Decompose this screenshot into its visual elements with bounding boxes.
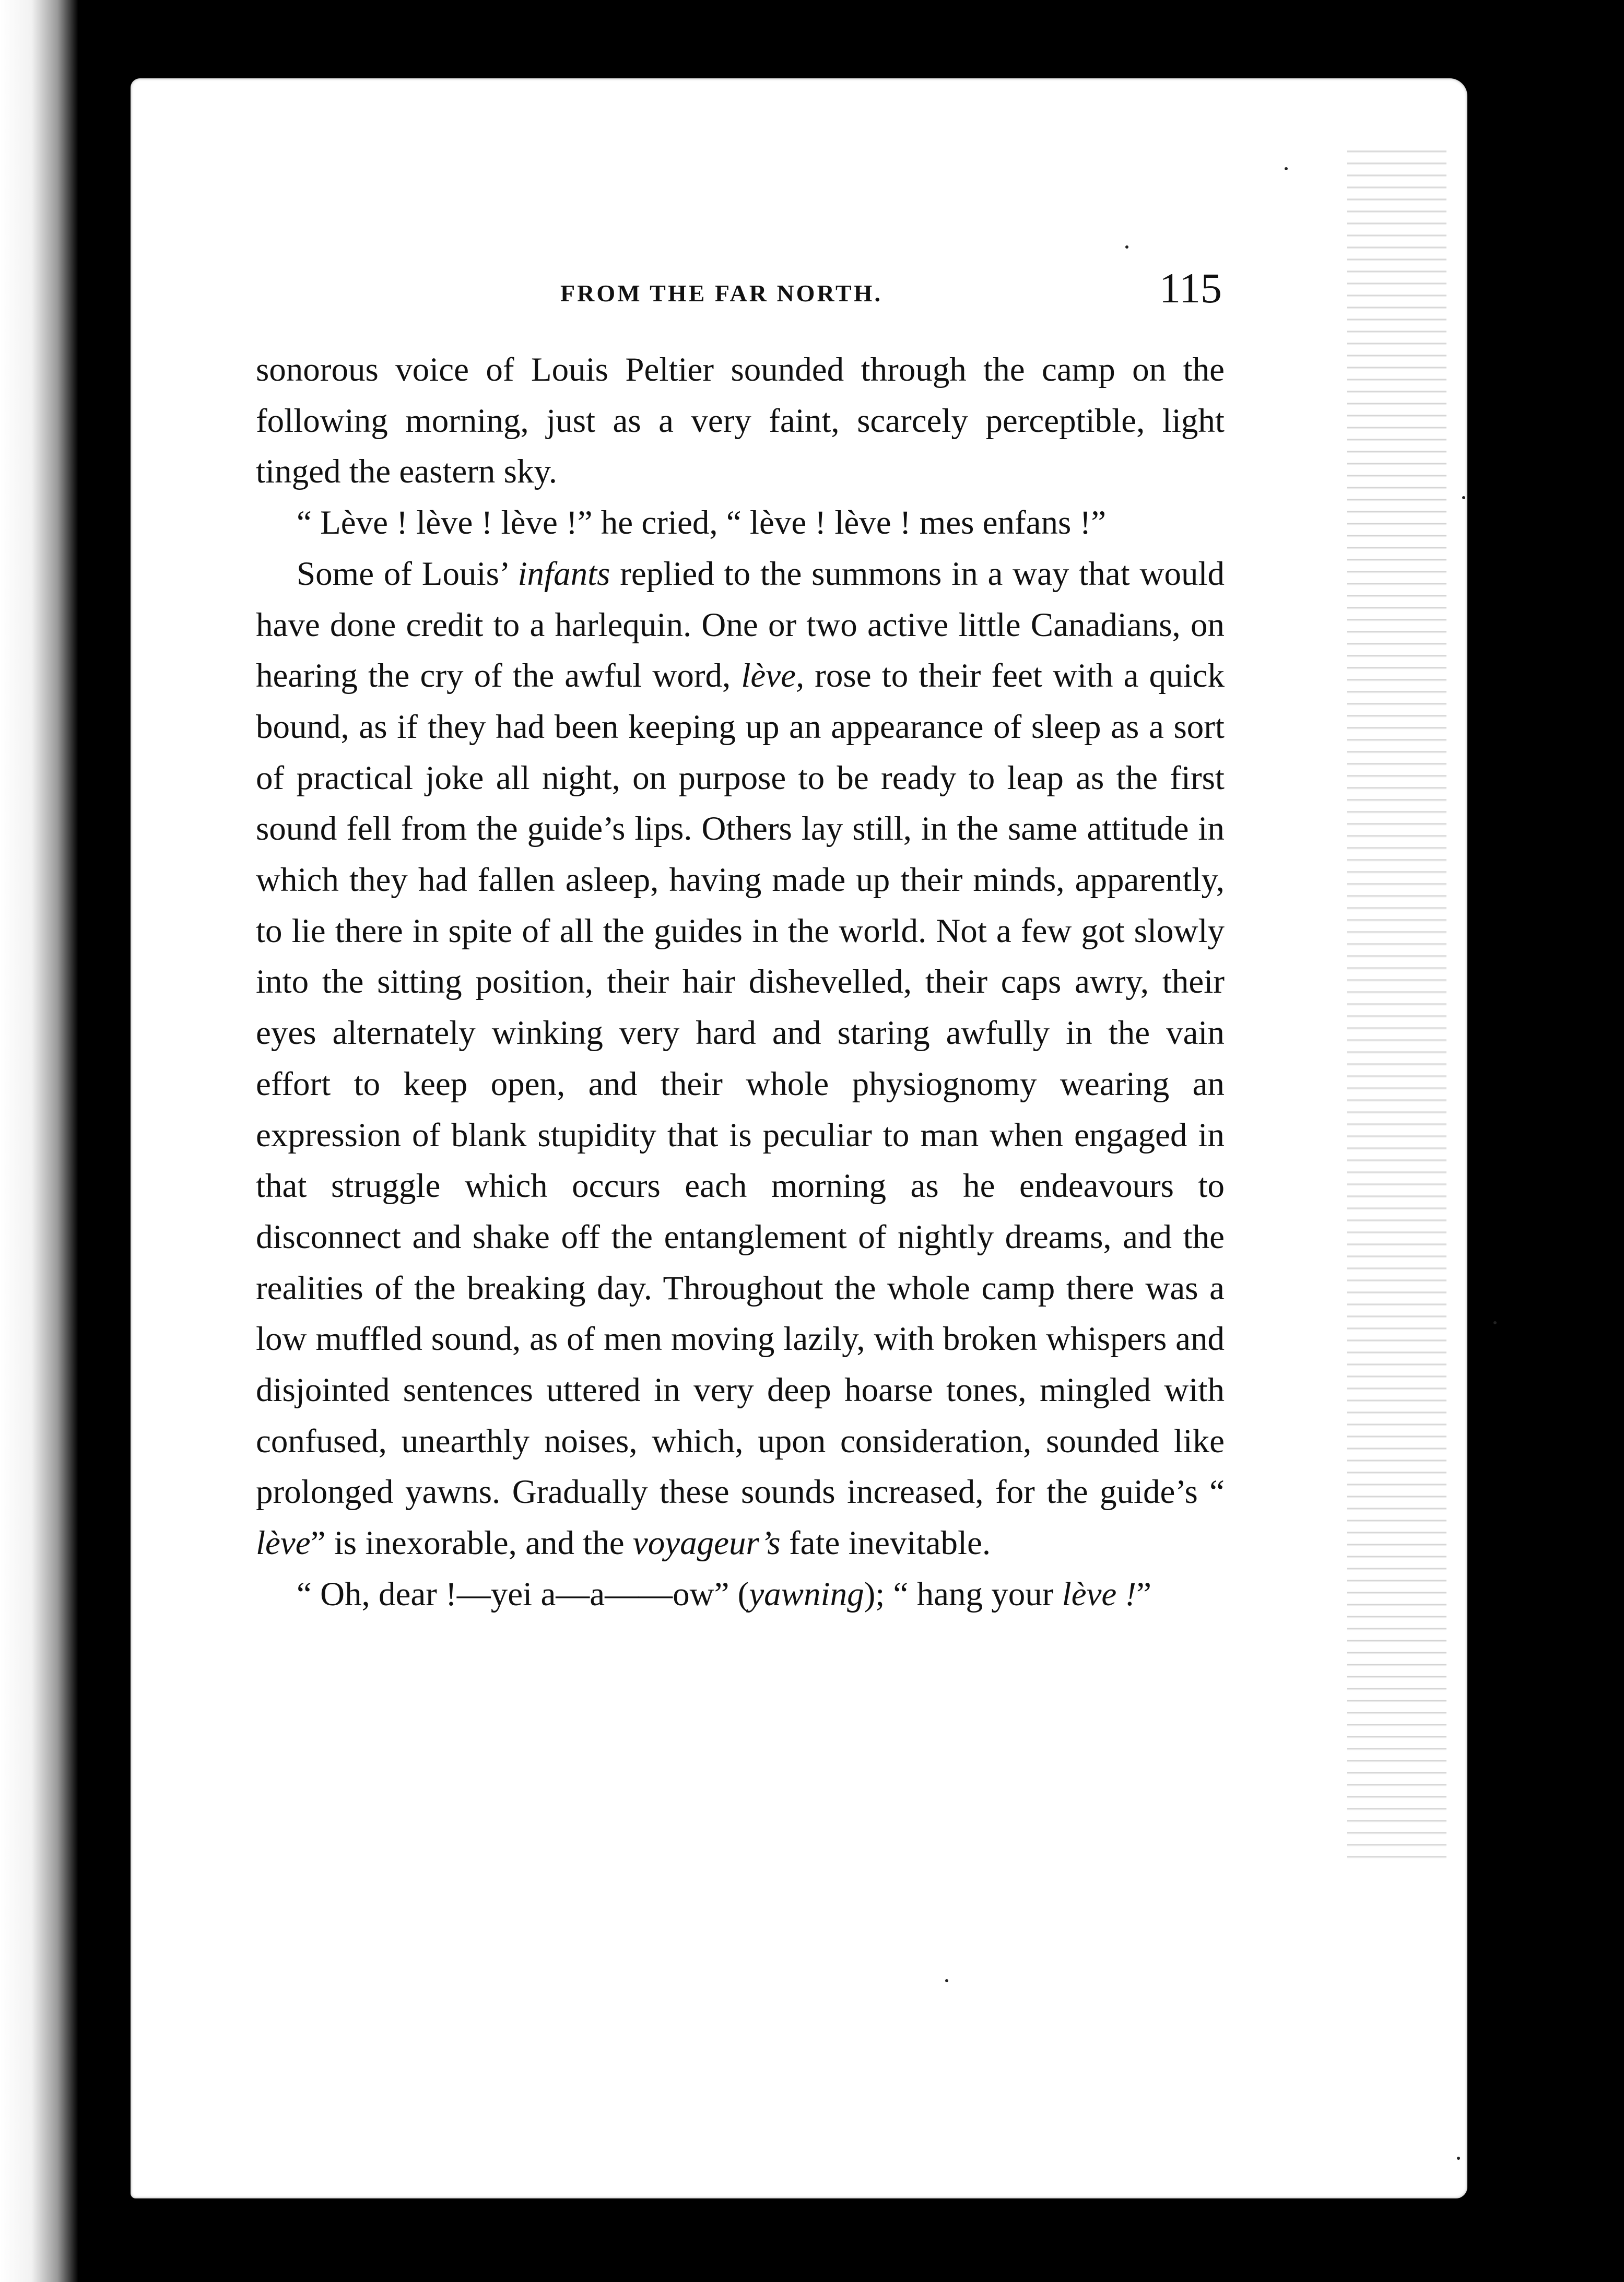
paragraph-3-italic-leve-2: lève <box>256 1524 311 1562</box>
running-head <box>256 264 1222 321</box>
scan-speck <box>1285 167 1288 170</box>
paragraph-2 <box>256 498 1225 549</box>
body-text <box>256 345 1225 1620</box>
scan-speck <box>1493 1321 1497 1324</box>
paragraph-3-italic-voyageurs: voyageur’s <box>632 1524 781 1562</box>
paragraph-3-text-c: replied to the summons in a way that would have done credit to a harlequin. One or two active little Canadians, on hearing the cry of the awful word, <box>256 555 1225 695</box>
scan-speck <box>1457 2157 1460 2160</box>
paragraph-4-text-c: ); “ hang your <box>864 1575 1062 1613</box>
paragraph-4-italic-leve: lève ! <box>1062 1575 1137 1613</box>
paragraph-4-italic-yawning: yawning <box>749 1575 864 1613</box>
paragraph-2-text: “ Lève ! lève ! lève !” he cried, “ lève ! lève ! mes enfans !” <box>297 504 1107 542</box>
paragraph-1 <box>256 345 1225 498</box>
paragraph-4 <box>256 1569 1225 1620</box>
paragraph-3-italic-infants: infants <box>517 555 610 593</box>
page-number: 115 <box>1159 264 1222 312</box>
paragraph-1-text: sonorous voice of Louis Peltier sounded through the camp on the following morning, just as a very faint, scarcely perceptible, light tinged the eastern sky. <box>256 351 1225 491</box>
paragraph-3-text-i: fate inevitable. <box>780 1524 991 1562</box>
paragraph-3-text-e: rose to their feet with a quick bound, as if they had been keeping up an appearance of sleep as a sort of practical joke all night, on purpose to be ready to leap as the first sound fell from the guide’s lips. Others lay still, in the same attitude in which they had fallen asleep, having made up their minds, apparently, to lie there in spite of all the guides in the world. Not a few got slowly into the sitting position, their hair dishevelled, their caps awry, their eyes alternately winking very hard and staring awfully in the vain effort to keep open, and their whole physiognomy wearing an expression of blank stupidity that is peculiar to man when engaged in that struggle which occurs each morning as he endeavours to disconnect and shake off the entanglement of nightly dreams, and the realities of the breaking day. Throughout the whole camp there was a low muffled sound, as of men moving lazily, with broken whispers and disjointed sentences uttered in very deep hoarse tones, mingled with confused, unearthly noises, which, upon consideration, sounded like prolonged yawns. Gradually these sounds increased, for the guide’s “ <box>256 657 1225 1511</box>
paragraph-4-text-e: ” <box>1136 1575 1152 1613</box>
scan-left-margin <box>0 0 78 2282</box>
paragraph-3-text-a: Some of Louis’ <box>297 555 518 593</box>
scan-speck <box>1462 496 1465 499</box>
page-edge-noise <box>1347 141 1446 1864</box>
scan-speck <box>945 1979 948 1982</box>
paragraph-3-italic-leve: lève, <box>741 657 805 695</box>
paragraph-3 <box>256 549 1225 1569</box>
paragraph-3-text-g: ” is inexorable, and the <box>310 1524 633 1562</box>
paragraph-4-text-a: “ Oh, dear !—yei a—a——ow” ( <box>297 1575 749 1613</box>
running-title: FROM THE FAR NORTH. <box>560 280 883 307</box>
scan-speck <box>1125 245 1128 249</box>
